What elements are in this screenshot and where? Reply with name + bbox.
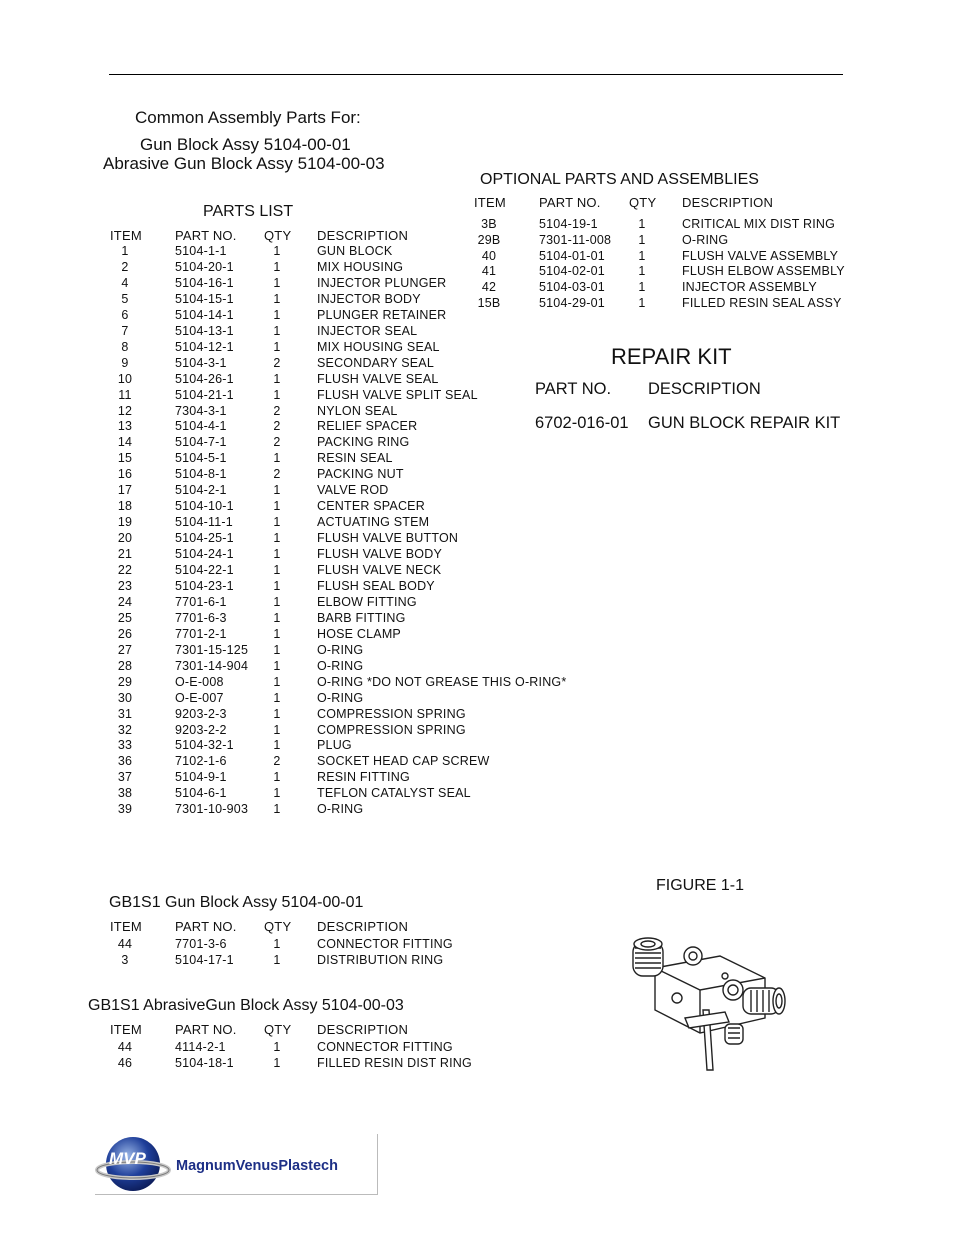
part-no-cell: 5104-8-1 <box>175 467 227 482</box>
description-cell: HOSE CLAMP <box>317 626 401 641</box>
description-cell: VALVE ROD <box>317 483 389 498</box>
qty-cell: 1 <box>273 610 281 625</box>
part-no-cell: 5104-21-1 <box>175 387 234 402</box>
qty-cell: 1 <box>273 786 281 801</box>
part-no-cell: 5104-17-1 <box>175 953 234 967</box>
part-no-cell: 7301-11-008 <box>539 232 612 247</box>
qty-cell: 2 <box>273 419 281 434</box>
item-cell: 5 <box>121 291 129 306</box>
description-cell: INJECTOR BODY <box>317 291 421 306</box>
qty-cell: 1 <box>638 217 646 231</box>
gb1-title: GB1S1 Gun Block Assy 5104-00-01 <box>109 894 364 911</box>
item-cell: 15B <box>477 296 501 310</box>
part-no-cell: 5104-19-1 <box>539 217 598 231</box>
column-header: DESCRIPTION <box>317 228 409 243</box>
qty-cell: 1 <box>273 594 281 609</box>
column-header: ITEM <box>110 228 142 243</box>
description-cell: FLUSH VALVE SPLIT SEAL <box>317 387 478 402</box>
description-cell: NYLON SEAL <box>317 403 398 418</box>
column-header: ITEM <box>110 1022 142 1037</box>
qty-cell: 1 <box>273 706 281 721</box>
repair-kit-part-no: 6702-016-01 <box>535 414 629 432</box>
part-no-cell: 5104-7-1 <box>175 435 227 450</box>
qty-cell: 1 <box>273 642 281 657</box>
part-no-cell: 5104-9-1 <box>175 770 227 785</box>
item-cell: 31 <box>117 706 133 721</box>
qty-cell: 1 <box>273 658 281 673</box>
item-cell: 12 <box>117 403 133 418</box>
header-line-1: Common Assembly Parts For: <box>135 108 361 127</box>
part-no-cell: 7701-6-3 <box>175 610 227 625</box>
column-header: DESCRIPTION <box>682 195 774 210</box>
description-cell: O-RING <box>317 642 364 657</box>
item-cell: 44 <box>117 1040 133 1054</box>
qty-cell: 1 <box>273 547 281 562</box>
company-logo <box>95 1134 378 1195</box>
qty-cell: 2 <box>273 403 281 418</box>
column-header: PART NO. <box>175 228 237 243</box>
part-no-cell: 5104-01-01 <box>539 248 605 263</box>
part-no-cell: 5104-10-1 <box>175 499 234 514</box>
qty-cell: 1 <box>273 738 281 753</box>
description-cell: FILLED RESIN SEAL ASSY <box>682 296 842 310</box>
description-cell: PACKING RING <box>317 435 410 450</box>
part-no-cell: 5104-3-1 <box>175 355 227 370</box>
item-cell: 17 <box>117 483 133 498</box>
item-cell: 29 <box>117 674 133 689</box>
description-cell: MIX HOUSING <box>317 259 404 274</box>
qty-cell: 1 <box>273 953 281 967</box>
description-cell: MIX HOUSING SEAL <box>317 339 440 354</box>
description-cell: CONNECTOR FITTING <box>317 1040 453 1054</box>
item-cell: 10 <box>117 371 133 386</box>
qty-cell: 1 <box>273 371 281 386</box>
qty-cell: 1 <box>638 232 646 247</box>
item-cell: 19 <box>117 515 133 530</box>
part-no-cell: O-E-008 <box>175 674 224 689</box>
qty-cell: 1 <box>273 626 281 641</box>
qty-cell: 1 <box>273 578 281 593</box>
part-no-cell: 5104-6-1 <box>175 786 227 801</box>
description-cell: O-RING <box>317 802 364 817</box>
part-no-cell: 5104-1-1 <box>175 244 227 258</box>
item-cell: 14 <box>117 435 133 450</box>
item-cell: 16 <box>117 467 133 482</box>
item-cell: 41 <box>481 264 497 279</box>
qty-cell: 1 <box>273 291 281 306</box>
part-no-cell: O-E-007 <box>175 690 224 705</box>
column-header: ITEM <box>110 919 142 934</box>
description-cell: RESIN SEAL <box>317 451 393 466</box>
logo-mark: MVP <box>109 1149 146 1168</box>
description-cell: GUN BLOCK <box>317 244 393 258</box>
part-no-cell: 5104-22-1 <box>175 563 234 577</box>
description-cell: ACTUATING STEM <box>317 515 430 530</box>
description-cell: TEFLON CATALYST SEAL <box>317 786 471 801</box>
qty-cell: 1 <box>638 296 646 310</box>
part-no-cell: 9203-2-2 <box>175 722 227 737</box>
item-cell: 28 <box>117 658 133 673</box>
description-cell: INJECTOR ASSEMBLY <box>682 280 817 295</box>
qty-cell: 2 <box>273 754 281 769</box>
part-no-cell: 5104-24-1 <box>175 547 234 562</box>
description-cell: CENTER SPACER <box>317 499 425 514</box>
description-cell: CONNECTOR FITTING <box>317 937 453 951</box>
description-cell: O-RING *DO NOT GREASE THIS O-RING* <box>317 674 567 689</box>
qty-cell: 1 <box>273 451 281 466</box>
qty-cell: 1 <box>273 674 281 689</box>
description-cell: CRITICAL MIX DIST RING <box>682 217 836 231</box>
description-cell: INJECTOR SEAL <box>317 323 418 338</box>
description-cell: BARB FITTING <box>317 610 406 625</box>
item-cell: 22 <box>117 563 133 577</box>
part-no-cell: 5104-03-01 <box>539 280 605 295</box>
column-header: DESCRIPTION <box>317 1022 409 1037</box>
part-no-cell: 7102-1-6 <box>175 754 227 769</box>
description-cell: O-RING <box>317 690 364 705</box>
part-no-cell: 7301-15-125 <box>175 642 249 657</box>
description-cell: PLUNGER RETAINER <box>317 307 447 322</box>
column-header: PART NO. <box>175 1022 237 1037</box>
qty-cell: 1 <box>273 244 281 258</box>
repair-kit-title: REPAIR KIT <box>611 344 732 369</box>
qty-cell: 1 <box>638 264 646 279</box>
parts-list-title: PARTS LIST <box>203 203 294 220</box>
item-cell: 32 <box>117 722 133 737</box>
header-line-2: Gun Block Assy 5104-00-01 <box>140 135 351 154</box>
qty-cell: 1 <box>273 937 281 951</box>
qty-cell: 1 <box>273 531 281 546</box>
item-cell: 1 <box>121 244 129 258</box>
item-cell: 36 <box>117 754 133 769</box>
description-cell: ELBOW FITTING <box>317 594 417 609</box>
qty-cell: 1 <box>273 483 281 498</box>
part-no-cell: 4114-2-1 <box>175 1040 226 1054</box>
part-no-cell: 5104-15-1 <box>175 291 234 306</box>
qty-cell: 1 <box>273 339 281 354</box>
part-no-cell: 9203-2-3 <box>175 706 227 721</box>
description-cell: FLUSH ELBOW ASSEMBLY <box>682 264 845 279</box>
part-no-cell: 5104-12-1 <box>175 339 234 354</box>
item-cell: 25 <box>117 610 133 625</box>
item-cell: 2 <box>121 259 129 274</box>
part-no-cell: 5104-20-1 <box>175 259 234 274</box>
description-cell: O-RING <box>317 658 364 673</box>
qty-cell: 1 <box>638 280 646 295</box>
qty-cell: 1 <box>273 323 281 338</box>
item-cell: 29B <box>477 232 501 247</box>
part-no-cell: 7701-3-6 <box>175 937 227 951</box>
item-cell: 9 <box>121 355 129 370</box>
item-cell: 27 <box>117 642 133 657</box>
item-cell: 40 <box>481 248 497 263</box>
description-cell: COMPRESSION SPRING <box>317 706 466 721</box>
figure-caption: FIGURE 1-1 <box>656 877 745 894</box>
qty-cell: 1 <box>273 1056 281 1070</box>
repair-kit-description: GUN BLOCK REPAIR KIT <box>648 414 841 432</box>
item-cell: 46 <box>117 1056 133 1070</box>
item-cell: 15 <box>117 451 133 466</box>
qty-cell: 1 <box>273 515 281 530</box>
description-cell: PACKING NUT <box>317 467 404 482</box>
qty-cell: 2 <box>273 355 281 370</box>
part-no-cell: 7301-14-904 <box>175 658 249 673</box>
description-cell: DISTRIBUTION RING <box>317 953 444 967</box>
column-header: PART NO. <box>539 195 601 210</box>
item-cell: 38 <box>117 786 133 801</box>
part-no-cell: 5104-2-1 <box>175 483 227 498</box>
item-cell: 6 <box>121 307 129 322</box>
part-no-cell: 7701-2-1 <box>175 626 227 641</box>
qty-cell: 1 <box>273 387 281 402</box>
description-cell: FILLED RESIN DIST RING <box>317 1056 472 1070</box>
qty-cell: 1 <box>273 690 281 705</box>
qty-cell: 1 <box>273 802 281 817</box>
part-no-cell: 5104-32-1 <box>175 738 234 753</box>
column-header: QTY <box>264 228 292 243</box>
item-cell: 7 <box>121 323 129 338</box>
part-no-cell: 5104-23-1 <box>175 578 234 593</box>
qty-cell: 1 <box>273 307 281 322</box>
qty-cell: 1 <box>273 563 281 577</box>
qty-cell: 1 <box>273 259 281 274</box>
item-cell: 21 <box>117 547 133 562</box>
item-cell: 39 <box>117 802 133 817</box>
description-cell: SOCKET HEAD CAP SCREW <box>317 754 490 769</box>
part-no-cell: 5104-25-1 <box>175 531 234 546</box>
qty-cell: 1 <box>273 1040 281 1054</box>
description-cell: FLUSH VALVE ASSEMBLY <box>682 248 839 263</box>
description-cell: RELIEF SPACER <box>317 419 418 434</box>
gun-block-figure <box>625 928 795 1073</box>
header-line-3: Abrasive Gun Block Assy 5104-00-03 <box>103 154 385 173</box>
qty-cell: 1 <box>273 722 281 737</box>
item-cell: 26 <box>117 626 133 641</box>
column-header: QTY <box>629 195 657 210</box>
item-cell: 3B <box>481 217 497 231</box>
description-cell: FLUSH VALVE BODY <box>317 547 442 562</box>
item-cell: 37 <box>117 770 133 785</box>
part-no-cell: 5104-11-1 <box>175 515 233 530</box>
description-cell: RESIN FITTING <box>317 770 410 785</box>
part-no-cell: 5104-26-1 <box>175 371 234 386</box>
description-cell: O-RING <box>682 232 729 247</box>
item-cell: 18 <box>117 499 133 514</box>
qty-cell: 1 <box>273 770 281 785</box>
optional-title: OPTIONAL PARTS AND ASSEMBLIES <box>480 171 759 188</box>
qty-cell: 2 <box>273 435 281 450</box>
item-cell: 42 <box>481 280 497 295</box>
column-header: DESCRIPTION <box>317 919 409 934</box>
part-no-cell: 5104-16-1 <box>175 275 234 290</box>
part-no-cell: 5104-14-1 <box>175 307 234 322</box>
description-cell: COMPRESSION SPRING <box>317 722 466 737</box>
description-cell: FLUSH VALVE NECK <box>317 563 442 577</box>
top-rule <box>109 74 843 75</box>
repair-kit-col-part: PART NO. <box>535 380 612 398</box>
logo-name: MagnumVenusPlastech <box>176 1158 338 1174</box>
item-cell: 30 <box>117 690 133 705</box>
item-cell: 24 <box>117 594 133 609</box>
qty-cell: 2 <box>273 467 281 482</box>
item-cell: 44 <box>117 937 133 951</box>
column-header: ITEM <box>474 195 506 210</box>
part-no-cell: 5104-4-1 <box>175 419 227 434</box>
column-header: PART NO. <box>175 919 237 934</box>
item-cell: 13 <box>117 419 133 434</box>
part-no-cell: 7701-6-1 <box>175 594 227 609</box>
description-cell: SECONDARY SEAL <box>317 355 434 370</box>
item-cell: 33 <box>117 738 133 753</box>
part-no-cell: 5104-5-1 <box>175 451 227 466</box>
description-cell: PLUG <box>317 738 352 753</box>
item-cell: 20 <box>117 531 133 546</box>
gb2-title: GB1S1 AbrasiveGun Block Assy 5104-00-03 <box>88 997 404 1014</box>
part-no-cell: 7301-10-903 <box>175 802 249 817</box>
repair-kit-col-desc: DESCRIPTION <box>648 380 761 398</box>
item-cell: 3 <box>121 953 129 967</box>
item-cell: 8 <box>121 339 129 354</box>
qty-cell: 1 <box>273 499 281 514</box>
item-cell: 23 <box>117 578 133 593</box>
qty-cell: 1 <box>638 248 646 263</box>
part-no-cell: 5104-29-01 <box>539 296 605 310</box>
part-no-cell: 5104-02-01 <box>539 264 605 279</box>
qty-cell: 1 <box>273 275 281 290</box>
description-cell: INJECTOR PLUNGER <box>317 275 447 290</box>
part-no-cell: 5104-13-1 <box>175 323 234 338</box>
description-cell: FLUSH VALVE SEAL <box>317 371 439 386</box>
item-cell: 11 <box>118 387 132 402</box>
column-header: QTY <box>264 1022 292 1037</box>
part-no-cell: 5104-18-1 <box>175 1056 234 1070</box>
item-cell: 4 <box>121 275 129 290</box>
column-header: QTY <box>264 919 292 934</box>
description-cell: FLUSH VALVE BUTTON <box>317 531 459 546</box>
description-cell: FLUSH SEAL BODY <box>317 578 435 593</box>
part-no-cell: 7304-3-1 <box>175 403 227 418</box>
